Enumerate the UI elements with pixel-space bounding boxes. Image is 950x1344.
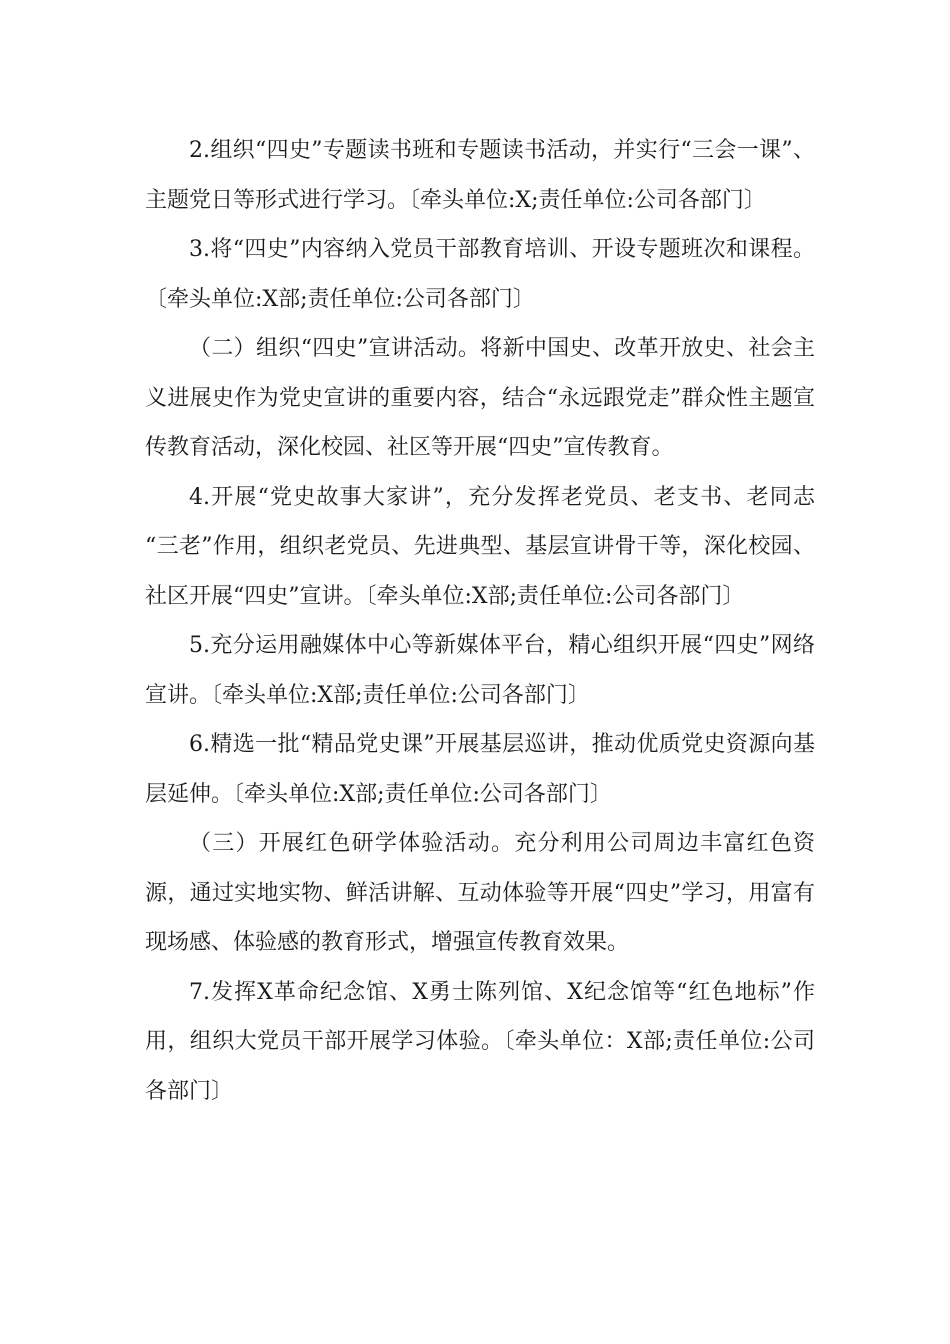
paragraph-item-7: 7.发挥X革命纪念馆、X勇士陈列馆、X纪念馆等“红色地标”作用，组织大党员干部开展学习体验。〔牵头单位：X部;责任单位:公司各部门〕 <box>145 979 815 1104</box>
paragraph-item-6: 6.精选一批“精品党史课”开展基层巡讲，推动优质党史资源向基层延伸。〔牵头单位:X部;责任单位:公司各部门〕 <box>145 732 815 807</box>
section-heading-2: （二）组织“四史”宣讲活动。将新中国史、改革开放史、社会主义进展史作为党史宣讲的重要内容，结合“永远跟党走”群众性主题宣传教育活动，深化校园、社区等开展“四史”宣传教育。 <box>145 336 815 460</box>
section-heading-3: （三）开展红色研学体验活动。充分利用公司周边丰富红色资源，通过实地实物、鲜活讲解、互动体验等开展“四史”学习，用富有现场感、体验感的教育形式，增强宣传教育效果。 <box>145 831 815 955</box>
paragraph-item-2: 2.组织“四史”专题读书班和专题读书活动，并实行“三会一课”、主题党日等形式进行学习。〔牵头单位:X;责任单位:公司各部门〕 <box>145 138 815 213</box>
paragraph-item-5: 5.充分运用融媒体中心等新媒体平台，精心组织开展“四史”网络宣讲。〔牵头单位:X部;责任单位:公司各部门〕 <box>145 633 815 708</box>
document-body <box>145 126 815 1116</box>
paragraph-item-4: 4.开展“党史故事大家讲”，充分发挥老党员、老支书、老同志 “三老”作用，组织老党员、先进典型、基层宣讲骨干等，深化校园、社区开展“四史”宣讲。〔牵头单位:X部;责任单位:公司各部门〕 <box>145 484 815 609</box>
paragraph-item-3: 3.将“四史”内容纳入党员干部教育培训、开设专题班次和课程。〔牵头单位:X部;责任单位:公司各部门〕 <box>145 237 815 312</box>
